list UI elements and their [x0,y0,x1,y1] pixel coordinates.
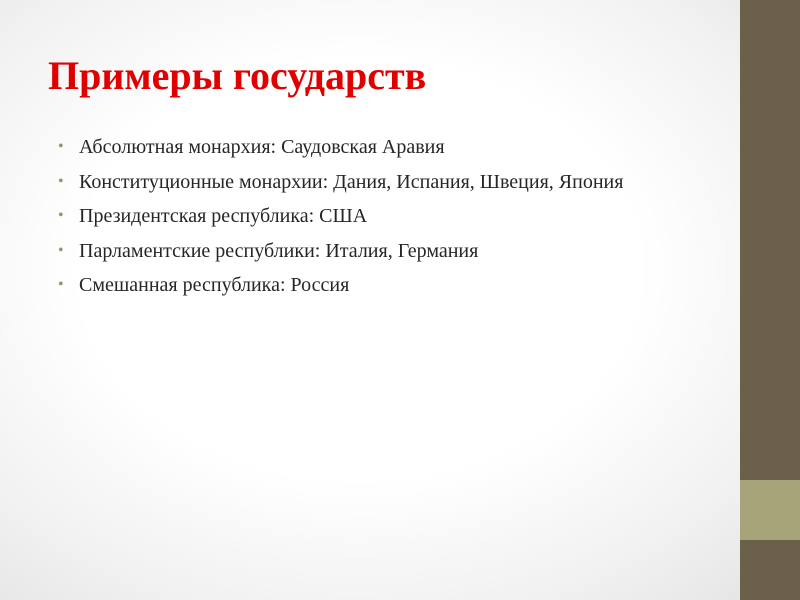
bullet-list [58,132,748,305]
bullet-icon: • [58,207,64,224]
bullet-item [58,167,748,202]
bullet-item [58,132,748,167]
bullet-item [58,270,748,305]
bullet-text: Президентская республика: США [79,205,368,227]
bullet-text: Абсолютная монархия: Саудовская Аравия [79,136,445,158]
side-bar-accent-decoration [740,480,800,540]
bullet-item [58,201,748,236]
bullet-text: Смешанная республика: Россия [79,274,350,296]
bullet-text: Конституционные монархии: Дания, Испания, Швеция, Япония [79,170,624,193]
bullet-item [58,236,748,271]
bullet-icon: • [58,138,64,155]
slide-title: Примеры государств [48,53,427,98]
bullet-icon: • [58,172,64,190]
bullet-text: Парламентские республики: Италия, Германия [79,239,479,262]
bullet-icon: • [58,276,64,293]
bullet-icon: • [58,241,64,259]
